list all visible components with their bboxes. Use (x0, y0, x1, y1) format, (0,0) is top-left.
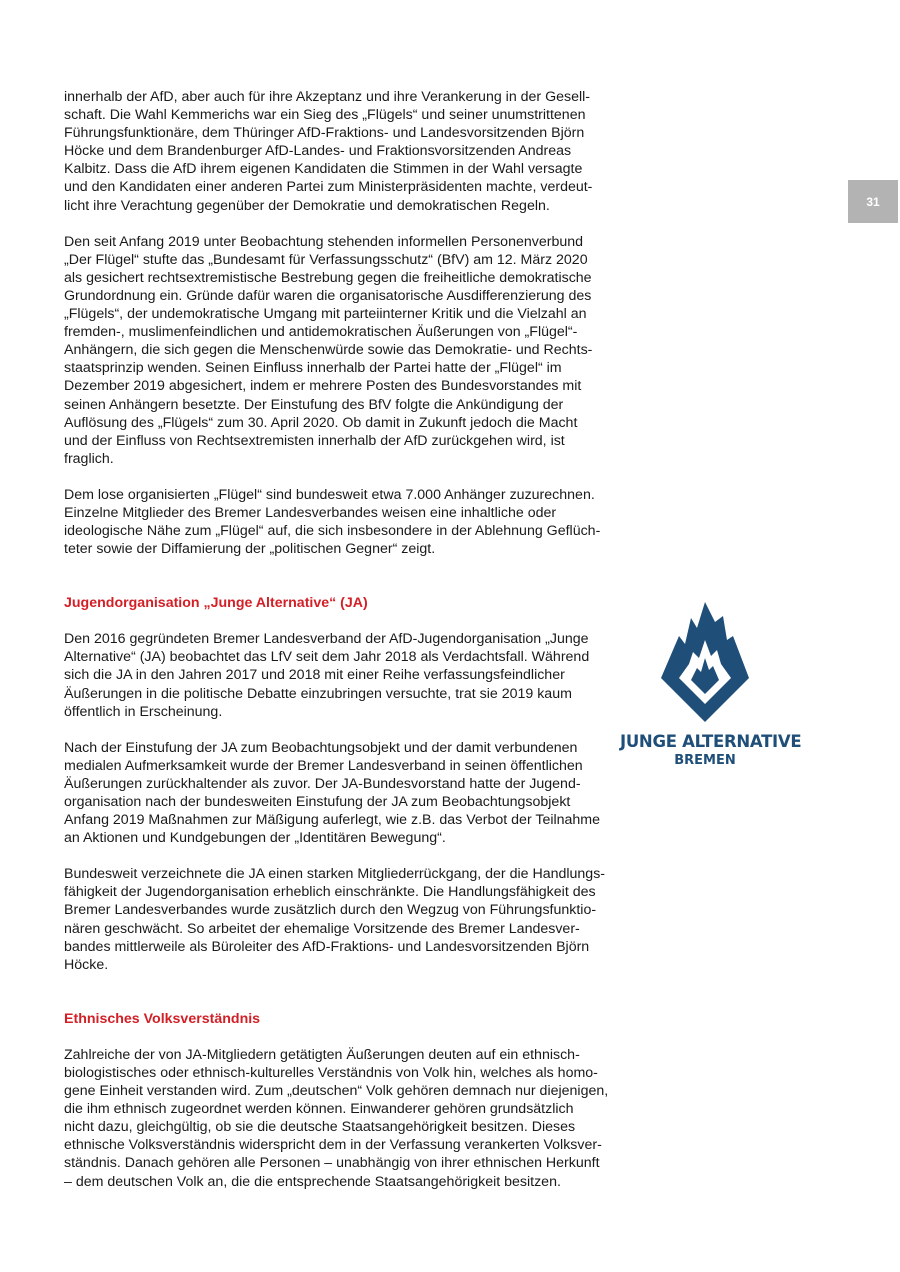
mountain-shield-icon (657, 600, 753, 724)
paragraph (64, 233, 609, 468)
page-number: 31 (848, 180, 898, 223)
text-line: Bremer Landesverbandes wurde zusätzlich durch den Wegzug von Führungsfunktio- (64, 902, 597, 919)
paragraph (64, 739, 609, 848)
text-line: „Flügels“, der undemokratische Umgang mit parteiinterner Kritik und die Vielzahl an (64, 306, 587, 323)
text-line: Äußerungen in die politische Debatte einzubringen versuchte, trat sie 2019 kaum (64, 685, 572, 702)
text-line: Einzelne Mitglieder des Bremer Landesverbandes weisen eine inhaltliche oder (64, 504, 557, 521)
text-line: fraglich. (64, 450, 114, 467)
paragraph (64, 1046, 609, 1191)
paragraph (64, 865, 609, 974)
text-line: und der Einfluss von Rechtsextremisten innerhalb der AfD zurückgehen wird, ist (64, 432, 565, 449)
text-line: medialen Aufmerksamkeit wurde der Bremer Landesverband in seinen öffentlichen (64, 757, 583, 774)
text-line: sich die JA in den Jahren 2017 und 2018 mit einer Reihe verfassungsfeindlicher (64, 667, 565, 684)
text-line: staatsprinzip wenden. Seinen Einfluss innerhalb der Partei hatte der „Flügel“ im (64, 360, 562, 377)
text-line: gene Einheit verstanden wird. Zum „deutschen“ Volk gehören demnach nur diejenigen, (64, 1083, 609, 1100)
text-line: die ihm ethnisch zugeordnet werden können. Einwanderer gehören grundsätzlich (64, 1101, 574, 1118)
text-line: bandes mittlerweile als Büroleiter des AfD-Fraktions- und Landesvorsitzenden Björn (64, 938, 590, 955)
text-line: organisation nach der bundesweiten Einstufung der JA zum Beobachtungsobjekt (64, 794, 571, 810)
text-line: nicht dazu, gleichgültig, ob sie die deutsche Staatsangehörigkeit besitzen. Dieses (64, 1119, 576, 1136)
text-line: biologistisches oder ethnisch-kulturelles Verständnis von Volk hin, welches als homo- (64, 1064, 598, 1081)
text-line: Höcke. (64, 956, 109, 973)
text-line: Anfang 2019 Maßnahmen zur Mäßigung auferlegt, wie z.B. das Verbot der Teilnahme (64, 812, 601, 829)
text-line: Kalbitz. Dass die AfD ihrem eigenen Kandidaten die Stimmen in der Wahl versagte (64, 161, 583, 178)
text-line: seinen Anhängern besetzte. Der Einstufung des BfV folgte die Ankündigung der (64, 396, 564, 413)
text-line: Höcke und dem Brandenburger AfD-Landes- und Fraktionsvorsitzenden Andreas (64, 143, 572, 160)
text-line: Den seit Anfang 2019 unter Beobachtung stehenden informellen Personenverbund (64, 233, 584, 250)
text-line: Anhängern, die sich gegen die Menschenwürde sowie das Demokratie- und Rechts- (64, 342, 593, 359)
text-line: Grundordnung ein. Gründe dafür waren die organisatorische Ausdifferenzierung des (64, 287, 592, 304)
text-line: nären geschwächt. So arbeitet der ehemalige Vorsitzende des Bremer Landesver- (64, 920, 580, 937)
text-line: Auflösung des „Flügels“ zum 30. April 2020. Ob damit in Zukunft jedoch die Macht (64, 414, 578, 431)
text-line: schaft. Die Wahl Kemmerichs war ein Sieg des „Flügels“ und seiner unumstrittenen (64, 107, 586, 124)
text-line: und den Kandidaten einer anderen Partei zum Ministerpräsidenten machte, verdeut- (64, 179, 593, 196)
text-line: – dem deutschen Volk an, die die entsprechende Staatsangehörigkeit besitzen. (64, 1173, 561, 1190)
paragraph (64, 486, 609, 558)
text-line: Bundesweit verzeichnete die JA einen starken Mitgliederrückgang, der die Handlungs- (64, 866, 606, 883)
text-line: teter sowie der Diffamierung der „politischen Gegner“ zeigt. (64, 541, 436, 558)
text-line: Zahlreiche der von JA-Mitgliedern getätigten Äußerungen deuten auf ein ethnisch- (64, 1046, 580, 1063)
paragraph (64, 88, 609, 215)
text-line: öffentlich in Erscheinung. (64, 703, 223, 720)
text-line: an Aktionen und Kundgebungen der „Identitären Bewegung“. (64, 830, 446, 847)
text-line: ethnische Volksverständnis widerspricht dem in der Verfassung verankerten Volksver- (64, 1137, 602, 1154)
text-line: fremden-, muslimenfeindlichen und antidemokratischen Äußerungen von „Flügel“- (64, 324, 578, 341)
text-line: Dem lose organisierten „Flügel“ sind bundesweit etwa 7.000 Anhänger zuzurechnen. (64, 486, 595, 503)
logo-title: JUNGE ALTERNATIVE (620, 732, 802, 751)
text-line: innerhalb der AfD, aber auch für ihre Akzeptanz und ihre Verankerung in der Gesell- (64, 89, 591, 105)
junge-alternative-logo (620, 600, 802, 780)
text-line: ständnis. Danach gehören alle Personen – unabhängig von ihrer ethnischen Herkunft (64, 1155, 600, 1172)
text-line: Dezember 2019 abgesichert, indem er mehrere Posten des Bundesvorstandes mit (64, 378, 582, 395)
text-line: Alternative“ (JA) beobachtet das LfV seit dem Jahr 2018 als Verdachtsfall. Während (64, 649, 590, 666)
text-line: fähigkeit der Jugendorganisation erheblich einschränkte. Die Handlungsfähigkeit des (64, 884, 596, 901)
text-line: ideologische Nähe zum „Flügel“ auf, die sich insbesondere in der Ablehnung Geflüch- (64, 523, 601, 540)
section-heading: Jugendorganisation „Junge Alternative“ (JA) (64, 595, 368, 612)
text-line: „Der Flügel“ stufte das „Bundesamt für Verfassungsschutz“ (BfV) am 12. März 2020 (64, 251, 588, 268)
document-body (64, 88, 609, 1191)
text-line: Äußerungen zurückhaltender als zuvor. Der JA-Bundesvorstand hatte der Jugend- (64, 775, 581, 792)
paragraph (64, 630, 609, 720)
text-line: Nach der Einstufung der JA zum Beobachtungsobjekt und der damit verbundenen (64, 739, 578, 756)
text-line: Den 2016 gegründeten Bremer Landesverband der AfD-Jugendorganisation „Junge (64, 631, 589, 648)
text-line: licht ihre Verachtung gegenüber der Demokratie und demokratischen Regeln. (64, 197, 550, 214)
text-line: Führungsfunktionäre, dem Thüringer AfD-Fraktions- und Landesvorsitzenden Björn (64, 125, 585, 142)
section-heading: Ethnisches Volksverständnis (64, 1010, 261, 1027)
text-line: als gesichert rechtsextremistische Bestrebung gegen die freiheitliche demokratische (64, 269, 592, 286)
logo-subtitle: BREMEN (674, 753, 736, 768)
